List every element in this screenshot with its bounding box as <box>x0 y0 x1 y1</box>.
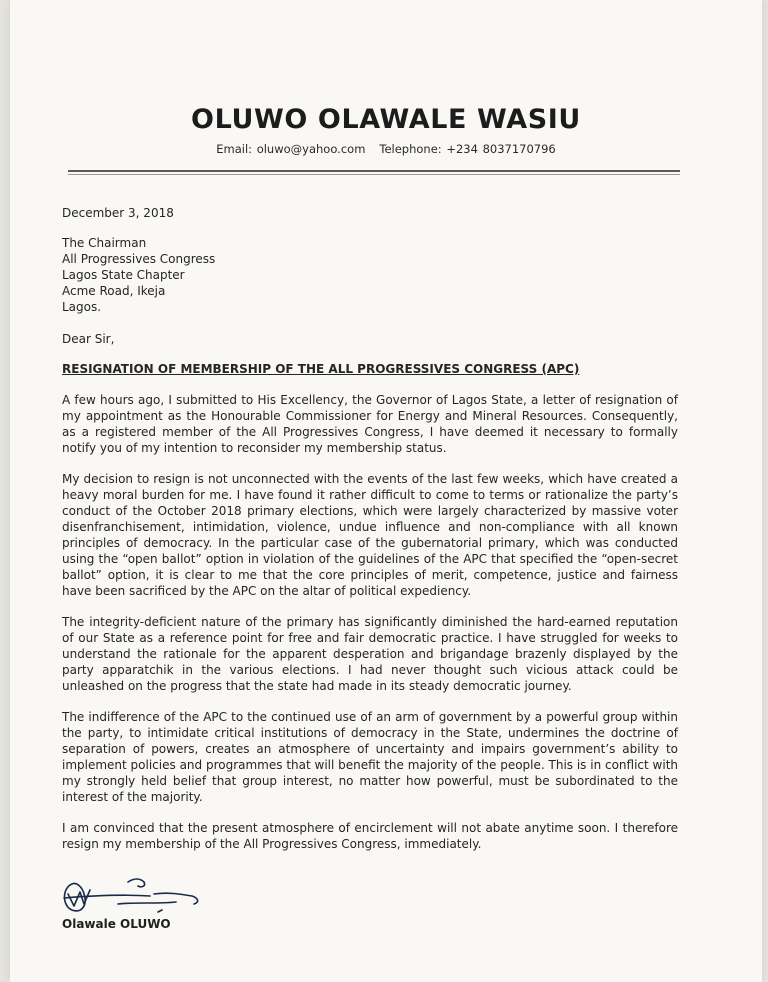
recipient-line: Lagos. <box>62 300 102 314</box>
signatory-name: Olawale OLUWO <box>62 917 171 931</box>
letterhead-divider <box>68 170 680 172</box>
recipient-line: Acme Road, Ikeja <box>62 284 166 298</box>
letterhead-contact <box>10 142 762 156</box>
letterhead-telephone: Telephone: +234 8037170796 <box>379 142 556 156</box>
letterhead-email: Email: oluwo@yahoo.com <box>216 142 366 156</box>
recipient-address <box>62 235 678 315</box>
letterhead-divider-thin <box>68 174 680 175</box>
recipient-line: All Progressives Congress <box>62 252 216 266</box>
body-paragraph: The indifference of the APC to the continued use of an arm of government by a powerful group within the party, to intimidate critical institutions of democracy in the State, undermines the doctrine of separation of powers, creates an atmosphere of uncertainty and impairs government’s ability to implement policies and programmes that will benefit the majority of the people. This is in conflict with my strongly held belief that group interest, no matter how powerful, must be subordinated to the interest of the majority. <box>62 710 679 804</box>
recipient-line: The Chairman <box>62 236 147 250</box>
body-paragraph: My decision to resign is not unconnected with the events of the last few weeks, which have created a heavy moral burden for me. I have found it rather difficult to come to terms or rationalize the party’s conduct of the October 2018 primary elections, which were largely characterized by massive voter disenfranchisement, intimidation, violence, undue influence and non-compliance with all known principles of democracy. In the particular case of the gubernatorial primary, which was conducted using the “open ballot” option in violation of the guidelines of the APC that specified the “open-secret ballot” option, it is clear to me that the core principles of merit, competence, justice and fairness have been sacrificed by the APC on the altar of political expediency. <box>62 472 678 598</box>
letter-date: December 3, 2018 <box>62 206 174 220</box>
salutation: Dear Sir, <box>62 332 115 346</box>
subject-heading: RESIGNATION OF MEMBERSHIP OF THE ALL PROGRESSIVES CONGRESS (APC) <box>62 362 580 376</box>
handwritten-signature <box>58 872 238 920</box>
body-paragraph: A few hours ago, I submitted to His Excellency, the Governor of Lagos State, a letter of resignation of my appointment as the Honourable Commissioner for Energy and Mineral Resources. Consequently, as a registered member of the All Progressives Congress, I have deemed it necessary to formally notify you of my intention to reconsider my membership status. <box>62 393 678 455</box>
letter-body <box>62 205 678 867</box>
letterhead-name: OLUWO OLAWALE WASIU <box>191 104 581 135</box>
recipient-line: Lagos State Chapter <box>62 268 185 282</box>
body-paragraph: I am convinced that the present atmosphere of encirclement will not abate anytime soon. I therefore resign my membership of the All Progressives Congress, immediately. <box>62 821 678 851</box>
body-paragraph: The integrity-deficient nature of the primary has significantly diminished the hard-earned reputation of our State as a reference point for free and fair democratic practice. I have struggled for weeks to understand the rationale for the apparent desperation and brigandage brazenly displayed by the party apparatchik in the various elections. I had never thought such vicious attack could be unleashed on the progress that the state had made in its steady democratic journey. <box>62 615 678 693</box>
